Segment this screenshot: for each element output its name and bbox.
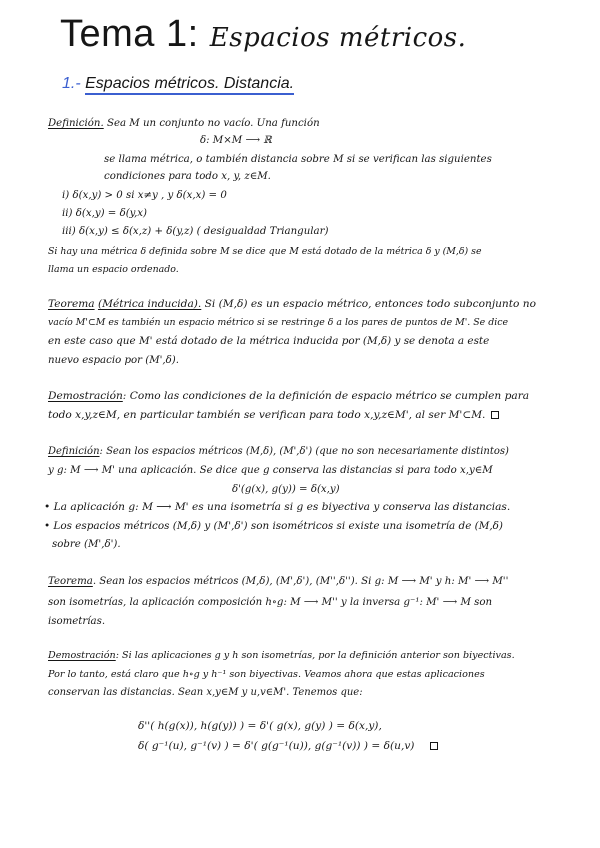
thm1-line-2: vacío M'⊂M es también un espacio métrico si se restringe δ a los pares de puntos de M'. Se dice [48, 317, 509, 328]
title-subtitle: Espacios métricos. [209, 23, 467, 53]
def1-formula: δ: M×M ⟶ ℝ [200, 135, 272, 146]
dem2-line-2: Por lo tanto, está claro que h∘g y h⁻¹ son biyectivas. Veamos ahora que estas aplicaciones [48, 669, 485, 680]
def2-line-1 [48, 445, 509, 458]
section-text: Espacios métricos. Distancia. [85, 75, 294, 95]
page-title [60, 10, 466, 62]
def1-text-1: Sea M un conjunto no vacío. Una función [106, 118, 320, 129]
thm1-text-1: Si (M,δ) es un espacio métrico, entonces todo subconjunto no [204, 298, 536, 310]
dem2-equation-1: δ''( h(g(x)), h(g(y)) ) = δ'( g(x), g(y) ) = δ(x,y), [138, 720, 382, 732]
dem2-equation-2 [138, 740, 438, 753]
dem2-equation-2-text: δ( g⁻¹(u), g⁻¹(v) ) = δ'( g(g⁻¹(u)), g(g⁻¹(v)) ) = δ(u,v) [138, 740, 415, 752]
qed-box-icon [491, 411, 499, 419]
dem1-text-1: : Como las condiciones de la definición de espacio métrico se cumplen para [122, 390, 530, 402]
section-number: 1.- [62, 75, 81, 92]
def2-bullet-2-cont: sobre (M',δ'). [52, 539, 121, 550]
dem1-label: Demostración [48, 390, 123, 402]
section-heading [62, 74, 294, 94]
def1-condition-1: i) δ(x,y) > 0 si x≠y , y δ(x,x) = 0 [62, 190, 227, 201]
def1-label: Definición. [48, 118, 104, 129]
def2-bullet-1: • La aplicación g: M ⟶ M' es una isometría si g es biyectiva y conserva las distancias. [44, 501, 511, 513]
def2-line-2: y g: M ⟶ M' una aplicación. Se dice que g conserva las distancias si para todo x,y∈M [48, 465, 493, 476]
def2-label: Definición [48, 446, 100, 457]
title-main: Tema 1 [60, 13, 188, 55]
thm2-line-1 [48, 575, 508, 588]
dem2-label: Demostración [48, 650, 116, 661]
def2-text-1: : Sean los espacios métricos (M,δ), (M',δ') (que no son necesariamente distintos) [99, 446, 509, 457]
thm1-line-3: en este caso que M' está dotado de la métrica inducida por (M,δ) y se denota a este [48, 335, 490, 347]
def2-formula: δ'(g(x), g(y)) = δ(x,y) [232, 484, 340, 495]
thm1-line-1 [48, 298, 536, 311]
thm1-label: Teorema [48, 298, 95, 310]
thm2-line-2: son isometrías, la aplicación composición h∘g: M ⟶ M'' y la inversa g⁻¹: M' ⟶ M son [48, 597, 493, 608]
def1-line-8: Si hay una métrica δ definida sobre M se dice que M está dotado de la métrica δ y (M,δ) se [48, 246, 482, 257]
dem1-line-1 [48, 390, 529, 403]
dem2-line-3: conservan las distancias. Sean x,y∈M y u,v∈M'. Tenemos que: [48, 687, 363, 698]
def1-line-9: llama un espacio ordenado. [48, 264, 179, 275]
thm1-label-note: (Métrica inducida). [97, 298, 202, 310]
def1-line-1 [48, 117, 320, 130]
thm1-line-4: nuevo espacio por (M',δ). [48, 355, 180, 366]
def1-line-3: se llama métrica, o también distancia sobre M si se verifican las siguientes [104, 154, 492, 165]
def1-line-4: condiciones para todo x, y, z∈M. [104, 171, 271, 182]
dem1-line-2 [48, 409, 499, 422]
dem2-text-1: : Si las aplicaciones g y h son isometrías, por la definición anterior son biyectivas. [115, 650, 515, 661]
thm2-label: Teorema [48, 576, 93, 587]
title-separator: : [187, 13, 199, 55]
qed-box-icon [430, 742, 438, 750]
def2-bullet-2: • Los espacios métricos (M,δ) y (M',δ') son isométricos si existe una isometría de (M,δ) [44, 520, 503, 532]
dem2-line-1 [48, 649, 515, 662]
dem1-text-2: todo x,y,z∈M, en particular también se verifican para todo x,y,z∈M', al ser M'⊂M. [48, 409, 486, 421]
def1-condition-2: ii) δ(x,y) = δ(y,x) [62, 208, 148, 219]
thm2-text-1: . Sean los espacios métricos (M,δ), (M',δ'), (M'',δ''). Si g: M ⟶ M' y h: M' ⟶ M'' [92, 576, 509, 587]
thm2-line-3: isometrías. [48, 616, 106, 627]
def1-condition-3: iii) δ(x,y) ≤ δ(x,z) + δ(y,z) ( desigualdad Triangular) [62, 226, 329, 237]
